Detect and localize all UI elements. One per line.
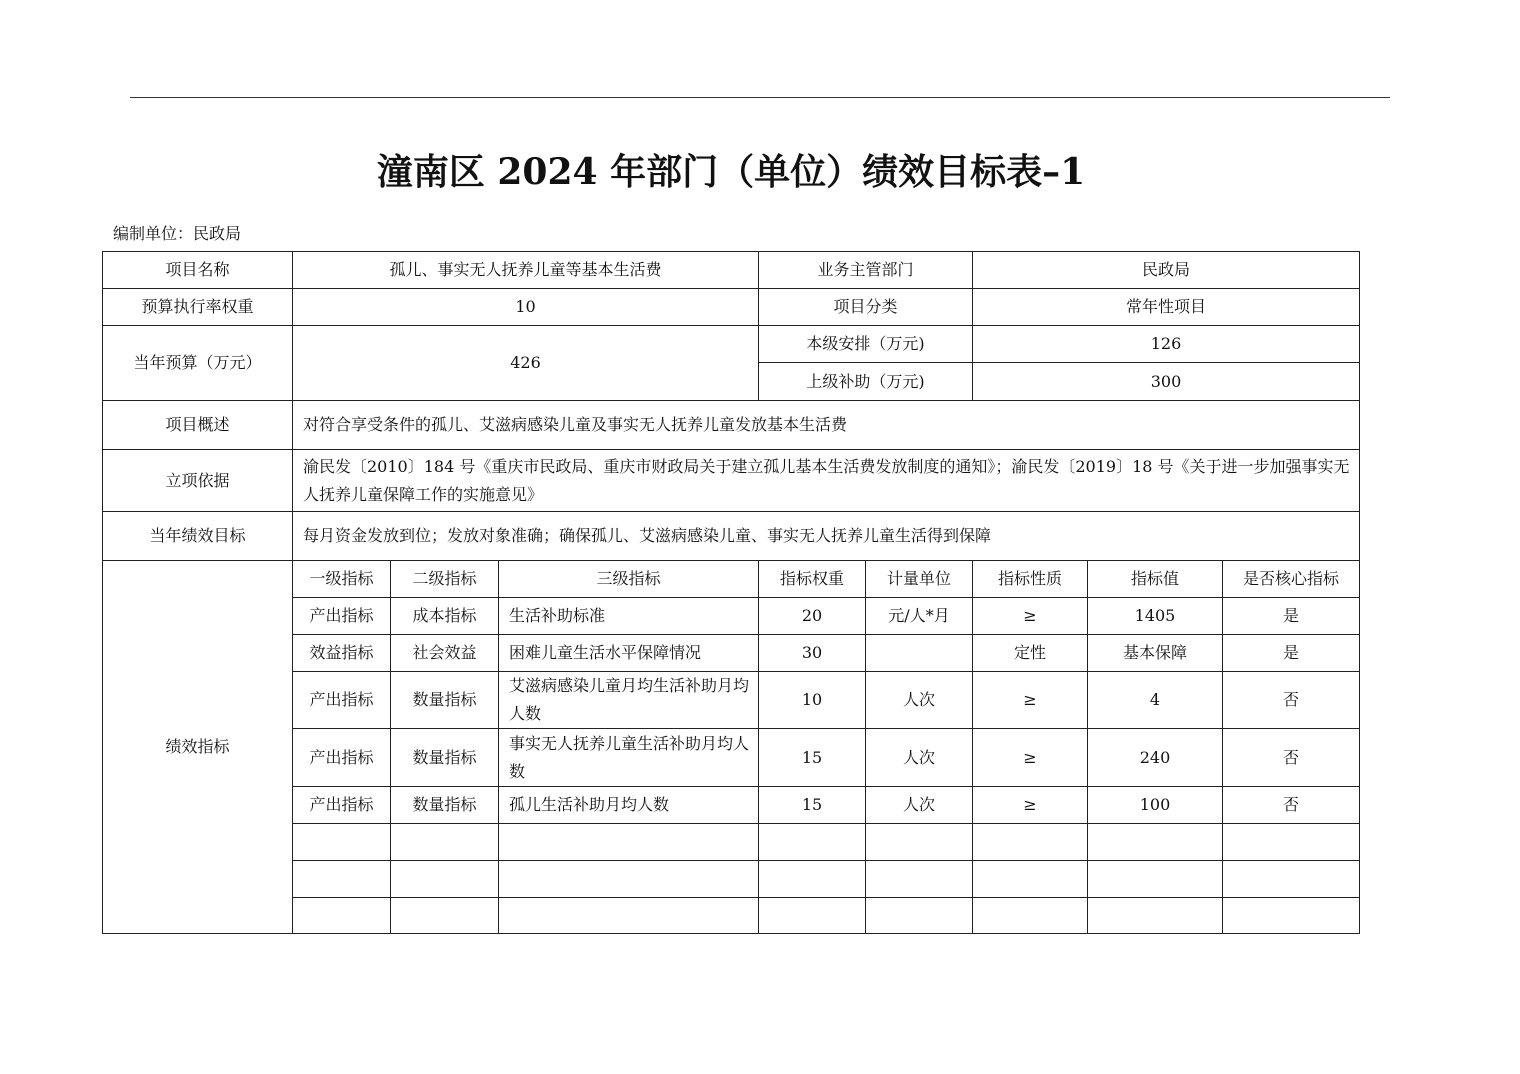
nature-cell: 定性 <box>973 635 1088 672</box>
upper-value: 300 <box>973 363 1360 401</box>
document-title: 潼南区 2024 年部门（单位）绩效目标表–1 <box>376 151 1086 193</box>
empty-cell <box>293 824 391 861</box>
weight-label: 预算执行率权重 <box>103 289 293 326</box>
category-label: 项目分类 <box>759 289 973 326</box>
basis-value: 渝民发〔2010〕184 号《重庆市民政局、重庆市财政局关于建立孤儿基本生活费发放制度的通知》；渝民发〔2019〕18 号《关于进一步加强事实无人抚养儿童保障工作的实施意见》 <box>293 450 1360 512</box>
value-cell: 4 <box>1088 672 1223 729</box>
level1-cell: 产出指标 <box>293 729 391 787</box>
weight-cell: 15 <box>759 729 866 787</box>
row-budget <box>103 326 1360 363</box>
compiling-unit <box>113 223 241 245</box>
empty-cell <box>499 824 759 861</box>
value-cell: 100 <box>1088 787 1223 824</box>
empty-cell <box>866 898 973 934</box>
compiling-unit-value: 民政局 <box>193 224 242 243</box>
empty-cell <box>1088 898 1223 934</box>
goal-label: 当年绩效目标 <box>103 512 293 561</box>
indicator-header-row <box>103 561 1360 598</box>
level2-cell: 社会效益 <box>391 635 499 672</box>
weight-value: 10 <box>293 289 759 326</box>
header-nature: 指标性质 <box>973 561 1088 598</box>
goal-value: 每月资金发放到位；发放对象准确；确保孤儿、艾滋病感染儿童、事实无人抚养儿童生活得到保障 <box>293 512 1360 561</box>
weight-cell: 20 <box>759 598 866 635</box>
performance-target-table <box>102 251 1360 934</box>
empty-cell <box>973 824 1088 861</box>
empty-cell <box>759 861 866 898</box>
header-core: 是否核心指标 <box>1223 561 1360 598</box>
project-name-label: 项目名称 <box>103 252 293 289</box>
header-value: 指标值 <box>1088 561 1223 598</box>
header-level1: 一级指标 <box>293 561 391 598</box>
row-weight <box>103 289 1360 326</box>
level3-cell: 艾滋病感染儿童月均生活补助月均人数 <box>499 672 759 729</box>
budget-label: 当年预算（万元） <box>103 326 293 401</box>
empty-cell <box>293 861 391 898</box>
level3-cell: 事实无人抚养儿童生活补助月均人数 <box>499 729 759 787</box>
level3-cell: 孤儿生活补助月均人数 <box>499 787 759 824</box>
header-level3: 三级指标 <box>499 561 759 598</box>
level2-cell: 数量指标 <box>391 787 499 824</box>
value-cell: 240 <box>1088 729 1223 787</box>
header-rule <box>130 97 1390 98</box>
header-unit: 计量单位 <box>866 561 973 598</box>
budget-value: 426 <box>293 326 759 401</box>
empty-cell <box>866 861 973 898</box>
unit-cell: 人次 <box>866 787 973 824</box>
empty-cell <box>759 898 866 934</box>
local-value: 126 <box>973 326 1360 363</box>
empty-cell <box>1223 861 1360 898</box>
level2-cell: 数量指标 <box>391 672 499 729</box>
project-name-value: 孤儿、事实无人抚养儿童等基本生活费 <box>293 252 759 289</box>
level1-cell: 产出指标 <box>293 598 391 635</box>
header-weight: 指标权重 <box>759 561 866 598</box>
weight-cell: 30 <box>759 635 866 672</box>
empty-cell <box>973 898 1088 934</box>
dept-value: 民政局 <box>973 252 1360 289</box>
unit-cell: 元/人*月 <box>866 598 973 635</box>
weight-cell: 10 <box>759 672 866 729</box>
core-cell: 否 <box>1223 672 1360 729</box>
level1-cell: 产出指标 <box>293 787 391 824</box>
empty-cell <box>293 898 391 934</box>
value-cell: 1405 <box>1088 598 1223 635</box>
level1-cell: 产出指标 <box>293 672 391 729</box>
row-project-name <box>103 252 1360 289</box>
compiling-unit-label: 编制单位： <box>113 224 194 243</box>
nature-cell: ≥ <box>973 787 1088 824</box>
level2-cell: 数量指标 <box>391 729 499 787</box>
overview-value: 对符合享受条件的孤儿、艾滋病感染儿童及事实无人抚养儿童发放基本生活费 <box>293 401 1360 450</box>
header-level2: 二级指标 <box>391 561 499 598</box>
value-cell: 基本保障 <box>1088 635 1223 672</box>
nature-cell: ≥ <box>973 729 1088 787</box>
basis-label: 立项依据 <box>103 450 293 512</box>
local-label: 本级安排（万元) <box>759 326 973 363</box>
core-cell: 否 <box>1223 729 1360 787</box>
empty-cell <box>866 824 973 861</box>
empty-cell <box>391 824 499 861</box>
row-overview <box>103 401 1360 450</box>
empty-cell <box>391 861 499 898</box>
upper-label: 上级补助（万元) <box>759 363 973 401</box>
nature-cell: ≥ <box>973 598 1088 635</box>
row-goal <box>103 512 1360 561</box>
level2-cell: 成本指标 <box>391 598 499 635</box>
category-value: 常年性项目 <box>973 289 1360 326</box>
unit-cell: 人次 <box>866 672 973 729</box>
core-cell: 是 <box>1223 635 1360 672</box>
empty-cell <box>973 861 1088 898</box>
empty-cell <box>499 898 759 934</box>
empty-cell <box>499 861 759 898</box>
empty-cell <box>1088 861 1223 898</box>
empty-cell <box>1223 898 1360 934</box>
empty-cell <box>1088 824 1223 861</box>
indicator-section-label: 绩效指标 <box>103 561 293 934</box>
row-basis <box>103 450 1360 512</box>
empty-cell <box>391 898 499 934</box>
empty-cell <box>759 824 866 861</box>
core-cell: 否 <box>1223 787 1360 824</box>
dept-label: 业务主管部门 <box>759 252 973 289</box>
unit-cell: 人次 <box>866 729 973 787</box>
core-cell: 是 <box>1223 598 1360 635</box>
empty-cell <box>1223 824 1360 861</box>
level3-cell: 困难儿童生活水平保障情况 <box>499 635 759 672</box>
nature-cell: ≥ <box>973 672 1088 729</box>
level3-cell: 生活补助标准 <box>499 598 759 635</box>
weight-cell: 15 <box>759 787 866 824</box>
unit-cell <box>866 635 973 672</box>
level1-cell: 效益指标 <box>293 635 391 672</box>
overview-label: 项目概述 <box>103 401 293 450</box>
